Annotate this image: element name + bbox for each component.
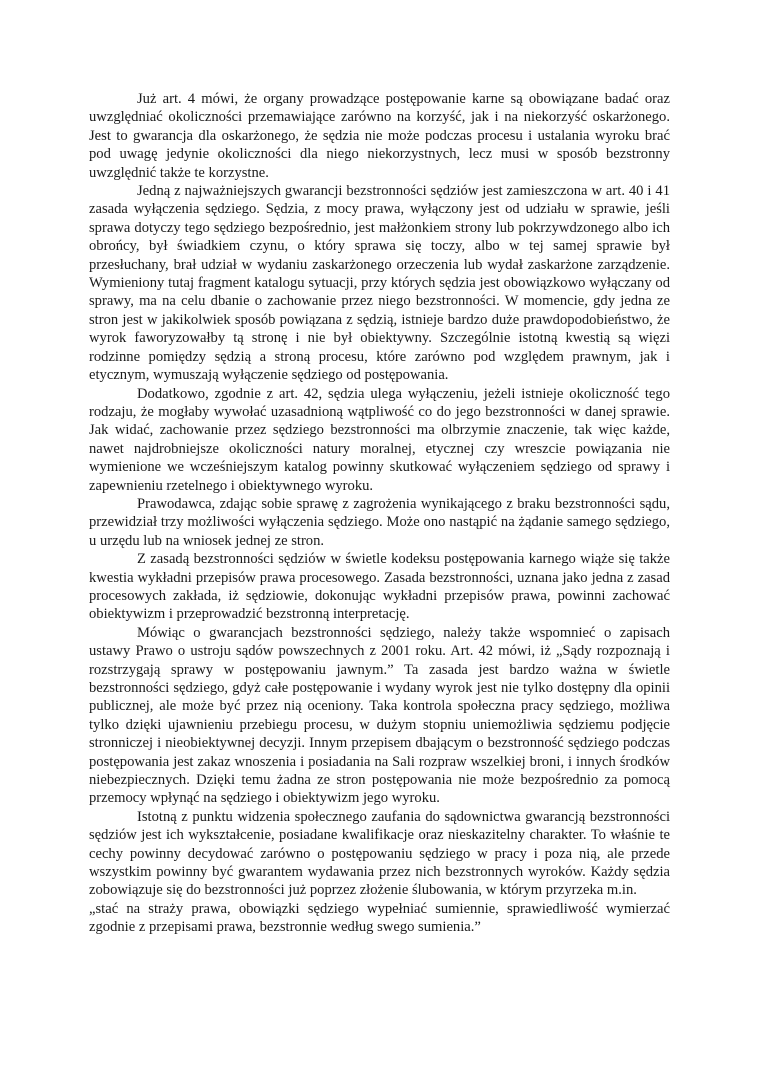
paragraph-4: Prawodawca, zdając sobie sprawę z zagrożenia wynikającego z braku bezstronności sądu, przewidział trzy możliwości wyłączenia sędziego. Może ono nastąpić na żądanie samego sędziego, u urzędu lub na wniosek jednej ze stron. [89, 495, 670, 549]
document-page [89, 90, 670, 937]
paragraph-5: Z zasadą bezstronności sędziów w świetle kodeksu postępowania karnego wiąże się także kwestia wykładni przepisów prawa procesowego. Zasada bezstronności, uznana jako jedna z zasad procesowych zakłada, iż sędziowie, dokonując wykładni przepisów prawa, powinni zachować obiektywizm i przeprowadzić bezstronną interpretację. [89, 551, 670, 623]
paragraph-2: Jedną z najważniejszych gwarancji bezstronności sędziów jest zamieszczona w art. 40 i 41 zasada wyłączenia sędziego. Sędzia, z mocy prawa, wyłączony jest od udziału w sprawie, jeśli sprawa dotyczy tego sędziego bezpośrednio, jest małżonkiem strony lub pokrzywdzonego albo ich obrońcy, był świadkiem czynu, o który sprawa się toczy, albo w tej samej sprawie był przesłuchany, brał udział w wydaniu zaskarżonego orzeczenia lub wydał zaskarżone zarządzenie. Wymieniony tutaj fragment katalogu sytuacji, przy których sędzia jest obowiązkowo wyłączany od sprawy, ma na celu dbanie o zachowanie przez niego bezstronności. W momencie, gdy jedna ze stron jest w jakikolwiek sposób powiązana z sędzią, istnieje bardzo duże prawdopodobieństwo, że wyrok faworyzowałby tą stronę i nie był obiektywny. Szczególnie istotną kwestią są więzi rodzinne pomiędzy sędzią a stroną procesu, które zarówno pod względem prawnym, jak i etycznym, wymuszają wyłączenie sędziego od postępowania. [89, 183, 670, 384]
paragraph-7: Istotną z punktu widzenia społecznego zaufania do sądownictwa gwarancją bezstronności sędziów jest ich wykształcenie, posiadane kwalifikacje oraz nieskazitelny charakter. To właśnie te cechy powinny decydować zarówno o postępowaniu sędziego w pracy i poza nią, ale przede wszystkim powinny być gwarantem wydawania przez nich bezstronnych wyroków. Każdy sędzia zobowiązuje się do bezstronności już poprzez złożenie ślubowania, w którym przyrzeka m.in. [89, 808, 670, 899]
paragraph-1: Już art. 4 mówi, że organy prowadzące postępowanie karne są obowiązane badać oraz uwzględniać okoliczności przemawiające zarówno na korzyść, jak i na niekorzyść oskarżonego. Jest to gwarancja dla oskarżonego, że sędzia nie może podczas procesu i ustalania wyroku brać pod uwagę jedynie okoliczności dla niego niekorzystnych, lecz musi w sposób bezstronny uwzględnić także te korzystne. [89, 91, 670, 181]
oath-quote: „stać na straży prawa, obowiązki sędziego wypełniać sumiennie, sprawiedliwość wymierzać zgodnie z przepisami prawa, bezstronnie według swego sumienia.” [89, 900, 670, 936]
paragraph-3: Dodatkowo, zgodnie z art. 42, sędzia ulega wyłączeniu, jeżeli istnieje okoliczność tego rodzaju, że mogłaby wywołać uzasadnioną wątpliwość co do jego bezstronności w danej sprawie. Jak widać, zachowanie przez sędziego bezstronności ma olbrzymie znaczenie, tak więc każde, nawet najdrobniejsze okoliczności natury moralnej, etycznej czy wreszcie powiązania nie wymienione we wcześniejszym katalog powinny skutkować wyłączeniem sędziego od sprawy i zapewnieniu rzetelnego i obiektywnego wyroku. [89, 385, 670, 494]
paragraph-6: Mówiąc o gwarancjach bezstronności sędziego, należy także wspomnieć o zapisach ustawy Prawo o ustroju sądów powszechnych z 2001 roku. Art. 42 mówi, iż „Sądy rozpoznają i rozstrzygają sprawy w postępowaniu jawnym.” Ta zasada jest bardzo ważna w świetle bezstronności sędziego, gdyż całe postępowanie i wydany wyrok jest nie tylko dostępny dla opinii publicznej, ale może być przez nią oceniony. Taka kontrola społeczna pracy sędziego, możliwa tylko dzięki ujawnieniu przebiegu procesu, w dużym stopniu uniemożliwia sędziemu podjęcie stronniczej i nieobiektywnej decyzji. Innym przepisem dbającym o bezstronność sędziego podczas postępowania jest zakaz wnoszenia i posiadania na Sali rozpraw wszelkiej broni, i innych środków niebezpiecznych. Dzięki temu żadna ze stron postępowania nie może bezpośrednio za pomocą przemocy wpłynąć na sędziego i obiektywizm jego wyroku. [89, 624, 670, 807]
